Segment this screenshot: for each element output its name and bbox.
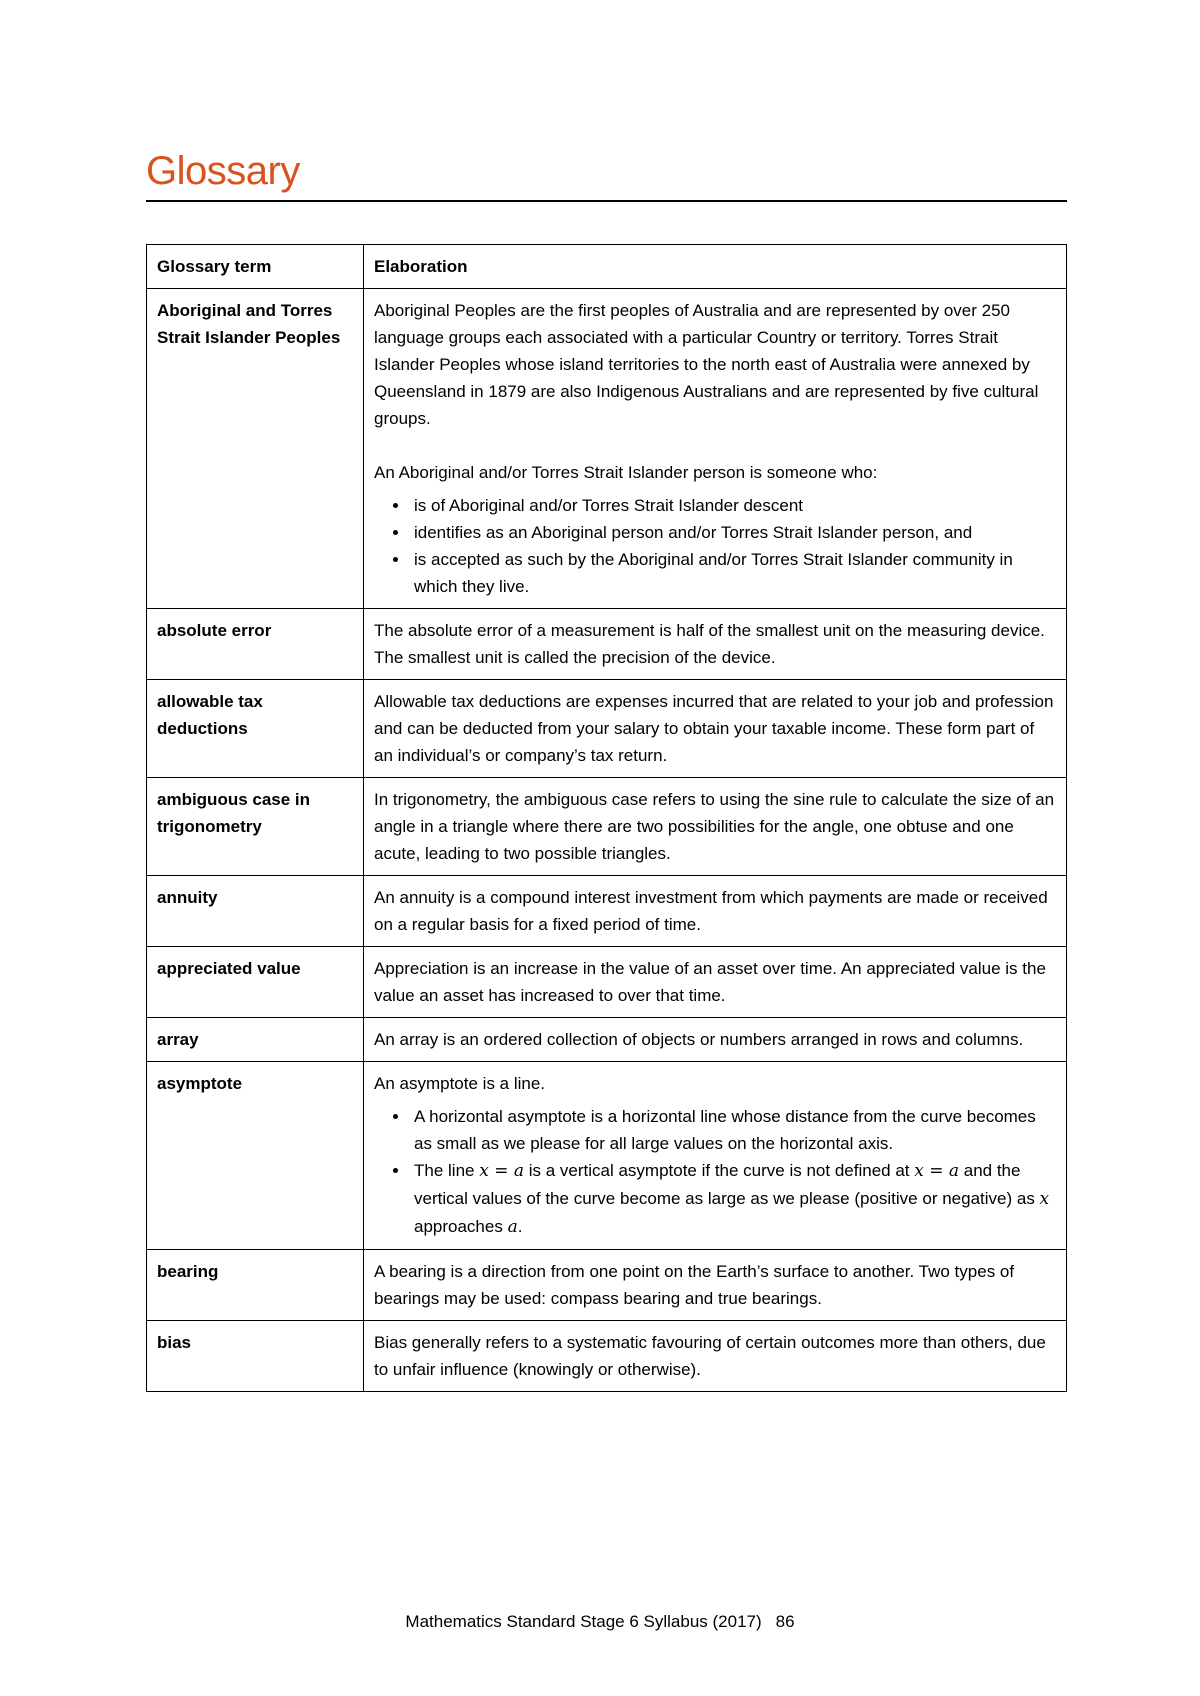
glossary-term: array (147, 1018, 364, 1062)
math-expression: a (507, 1217, 518, 1237)
glossary-elaboration (364, 1018, 1067, 1062)
table-row (147, 609, 1067, 680)
header-row (147, 245, 1067, 289)
table-row (147, 289, 1067, 609)
table-row (147, 947, 1067, 1018)
text-segment: is a vertical asymptote if the curve is not defined at (523, 1161, 915, 1180)
text-segment: and the vertical values of the curve become as large as we please (positive or negative) as (414, 1161, 1040, 1208)
elaboration-paragraph: Allowable tax deductions are expenses incurred that are related to your job and profession and can be deducted from your salary to obtain your taxable income. These form part of an individual’s or company’s tax return. (374, 692, 1054, 765)
math-expression: x = a (479, 1161, 524, 1181)
glossary-term: appreciated value (147, 947, 364, 1018)
page-title: Glossary (146, 149, 300, 193)
glossary-elaboration (364, 1062, 1067, 1250)
glossary-elaboration (364, 289, 1067, 609)
column-header-elaboration: Elaboration (364, 245, 1067, 289)
table-row (147, 1018, 1067, 1062)
glossary-table (146, 244, 1067, 1392)
elaboration-paragraph: A bearing is a direction from one point on the Earth’s surface to another. Two types of bearings may be used: compass bearing and true bearings. (374, 1262, 1015, 1308)
text-segment: approaches (414, 1217, 508, 1236)
table-row (147, 1250, 1067, 1321)
list-item (410, 1103, 1056, 1157)
elaboration-paragraph: Appreciation is an increase in the value of an asset over time. An appreciated value is the value an asset has increased to over that time. (374, 959, 1046, 1005)
elaboration-paragraph: An annuity is a compound interest investment from which payments are made or received on a regular basis for a fixed period of time. (374, 888, 1048, 934)
glossary-elaboration (364, 609, 1067, 680)
glossary-term: allowable tax deductions (147, 680, 364, 778)
elaboration-paragraph: The absolute error of a measurement is half of the smallest unit on the measuring device. The smallest unit is called the precision of the device. (374, 621, 1045, 667)
glossary-term: asymptote (147, 1062, 364, 1250)
list-item: • identifies as an Aboriginal person and/or Torres Strait Islander person, and (410, 519, 1056, 546)
glossary-term: ambiguous case in trigonometry (147, 778, 364, 876)
glossary-table-body (147, 289, 1067, 1392)
table-row (147, 1321, 1067, 1392)
elaboration-paragraph: In trigonometry, the ambiguous case refers to using the sine rule to calculate the size of an angle in a triangle where there are two possibilities for the angle, one obtuse and one acute, leading to two possible triangles. (374, 790, 1055, 863)
page-footer (0, 1612, 1200, 1632)
column-header-term: Glossary term (147, 245, 364, 289)
list-item: • is accepted as such by the Aboriginal and/or Torres Strait Islander community in which they live. (410, 546, 1056, 600)
elaboration-paragraph: An asymptote is a line. (374, 1074, 546, 1093)
text-segment: The line (414, 1161, 480, 1180)
table-row (147, 876, 1067, 947)
list-item (410, 1157, 1056, 1241)
text-segment: A horizontal asymptote is a horizontal line whose distance from the curve becomes as small as we please for all large values on the horizontal axis. (414, 1107, 1036, 1153)
glossary-elaboration (364, 1250, 1067, 1321)
table-row (147, 1062, 1067, 1250)
title-divider (146, 200, 1067, 202)
text-segment: . (517, 1217, 523, 1236)
math-expression: x = a (914, 1161, 960, 1181)
math-expression: x (1039, 1189, 1050, 1209)
footer-document-title: Mathematics Standard Stage 6 Syllabus (2017) (405, 1612, 762, 1631)
glossary-term: bearing (147, 1250, 364, 1321)
glossary-term: absolute error (147, 609, 364, 680)
footer-page-number: 86 (775, 1612, 795, 1631)
elaboration-paragraph: Bias generally refers to a systematic favouring of certain outcomes more than others, due to unfair influence (knowingly or otherwise). (374, 1333, 1046, 1379)
elaboration-paragraph: Aboriginal Peoples are the first peoples of Australia and are represented by over 250 language groups each associated with a particular Country or territory. Torres Strait Islander Peoples whose island territories to the north east of Australia were annexed by Queensland in 1879 are also Indigenous Australians and are represented by five cultural groups. (374, 301, 1039, 428)
glossary-elaboration (364, 1321, 1067, 1392)
elaboration-paragraph: An Aboriginal and/or Torres Strait Islander person is someone who: (374, 463, 878, 482)
glossary-term: bias (147, 1321, 364, 1392)
elaboration-paragraph: An array is an ordered collection of objects or numbers arranged in rows and columns. (374, 1030, 1024, 1049)
elaboration-bullet-list (374, 492, 1056, 600)
glossary-term: annuity (147, 876, 364, 947)
elaboration-bullet-list (374, 1103, 1056, 1241)
list-item: • is of Aboriginal and/or Torres Strait Islander descent (410, 492, 1056, 519)
table-row (147, 778, 1067, 876)
table-row (147, 680, 1067, 778)
glossary-elaboration (364, 778, 1067, 876)
glossary-term: Aboriginal and Torres Strait Islander Peoples (147, 289, 364, 609)
glossary-elaboration (364, 876, 1067, 947)
glossary-elaboration (364, 680, 1067, 778)
glossary-elaboration (364, 947, 1067, 1018)
glossary-table-header (147, 245, 1067, 289)
